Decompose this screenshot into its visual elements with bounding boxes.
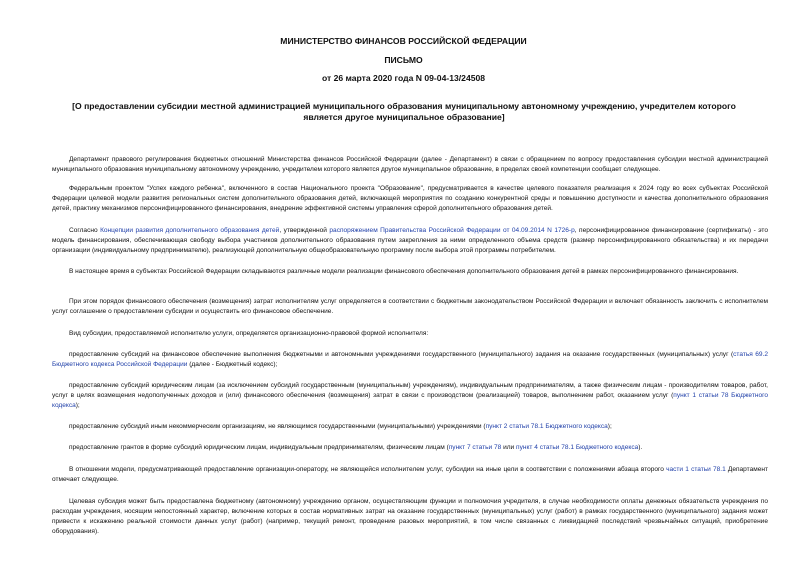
paragraph-text: При этом порядок финансового обеспечения (возмещения) затрат исполнителям услуг определяется в соответствии с бюджетным законодательством Российской Федерации и включает обязанность заключить с исполнителем услуг соглашение о предоставлении субсидии и осуществить его финансовое обеспечение.	[52, 298, 768, 315]
legal-reference-link[interactable]: распоряжением Правительства Российской Федерации от 04.09.2014 N 1726-р	[329, 227, 575, 234]
paragraph-text: , утвержденной	[279, 227, 330, 234]
paragraph	[52, 497, 768, 537]
paragraph	[52, 155, 768, 175]
paragraph-text: предоставление субсидий иным некоммерческим организациям, не являющимся государственными (муниципальными) учреждениями (	[69, 423, 486, 430]
paragraph-text: Целевая субсидия может быть предоставлена бюджетному (автономному) учреждению органом, осуществляющим функции и полномочия учредителя, в случае необходимости оплаты денежных обязательств учреждения по расходам учреждения, носящим непостоянный характер, включение которых в состав нормативных затрат на оказание государственных (муниципальных) услуг (работ) в рамках государственного (муниципального) задания может привести к искажению реальной стоимости данных услуг (работ) (например, текущий ремонт, проведение разовых мероприятий, в том числе связанных с ликвидацией последствий чрезвычайных ситуаций, приобретение оборудования).	[52, 498, 768, 535]
paragraph	[52, 226, 768, 256]
paragraph-text: (далее - Бюджетный кодекс);	[187, 361, 278, 368]
paragraph	[52, 422, 768, 432]
paragraph-text: Департамент отмечает следующее.	[52, 466, 768, 483]
paragraph	[52, 329, 768, 339]
document-subject: [О предоставлении субсидии местной администрацией муниципального образования муниципальному автономному учреждению, учредителем которого является другое муниципальное образование]	[72, 101, 736, 122]
legal-reference-link[interactable]: пункт 7 статьи 78	[448, 444, 502, 451]
legal-reference-link[interactable]: части 1 статьи 78.1	[666, 466, 726, 473]
document-type: ПИСЬМО	[384, 55, 423, 65]
paragraph-text: );	[75, 402, 80, 409]
paragraph-text: или	[501, 444, 517, 451]
paragraph	[52, 443, 768, 453]
paragraph	[52, 267, 768, 277]
legal-reference-link[interactable]: статья 69.2 Бюджетного кодекса Российской Федерации	[52, 351, 768, 368]
legal-reference-link[interactable]: пункт 1 статьи 78 Бюджетного кодекса	[52, 392, 768, 409]
document-date: от 26 марта 2020 года N 09-04-13/24508	[321, 73, 486, 83]
paragraph-text: Вид субсидии, предоставляемой исполнителю услуги, определяется организационно-правовой формой исполнителя:	[69, 330, 429, 337]
paragraph	[52, 381, 768, 411]
paragraph-text: В настоящее время в субъектах Российской Федерации складываются различные модели реализации финансового обеспечения дополнительного образования детей в рамках персонифицированного финансирования.	[69, 268, 739, 275]
paragraph-text: предоставление грантов в форме субсидий юридическим лицам, индивидуальным предпринимателям, физическим лицам (	[69, 444, 449, 451]
paragraph-text: предоставление субсидий на финансовое обеспечение выполнения бюджетными и автономными учреждениями государственного (муниципального) задания на оказание государственных (муниципальных) услуг (	[69, 351, 734, 358]
paragraph-text: предоставление субсидий юридическим лицам (за исключением субсидий государственным (муниципальным) учреждениям), индивидуальным предпринимателям, а также физическим лицам - производителям товаров, работ, услуг в целях возмещения недополученных доходов и (или) финансового обеспечения (возмещения) затрат в связи с производством (реализацией) товаров, выполнением работ, оказанием услуг (	[52, 382, 768, 399]
paragraph	[52, 297, 768, 317]
paragraph-text: );	[607, 423, 612, 430]
paragraph-text: Согласно	[69, 227, 101, 234]
paragraph	[52, 350, 768, 370]
paragraph	[52, 465, 768, 485]
paragraph-text: Федеральным проектом "Успех каждого ребенка", включенного в состав Национального проекта "Образование", предусматривается в качестве целевого показателя реализация к 2024 году во всех субъектах Российской Федерации целевой модели развития региональных систем дополнительного образования детей, включающей мероприятия по созданию конкурентной среды и повышению доступности и качества дополнительного образования детей, практику механизмов персонифицированного финансирования, внедрение эффективной системы управления сферой дополнительного образования детей.	[52, 185, 768, 212]
legal-reference-link[interactable]: Концепции развития дополнительного образования детей	[100, 227, 280, 234]
paragraph-text: ).	[638, 444, 643, 451]
legal-reference-link[interactable]: пункт 4 статьи 78.1 Бюджетного кодекса	[516, 444, 639, 451]
paragraph-text: Департамент правового регулирования бюджетных отношений Министерства финансов Российской Федерации (далее - Департамент) в связи с обращением по вопросу предоставления субсидии местной администрацией муниципального образования муниципальному автономному учреждению, учредителем которого является другое муниципальное образование, в пределах своей компетенции сообщает следующее.	[52, 156, 768, 173]
paragraph-text: , персонифицированное финансирование (сертификаты) - это модель финансирования, обеспечивающая свободу выбора участников дополнительного образования путем закрепления за ними определенного объема средств (размер персонифицированного обязательства) и их передачи организации (индивидуальному предпринимателю), реализующей дополнительную общеобразовательную программу после выбора этой программы потребителем.	[52, 227, 768, 254]
paragraph	[52, 184, 768, 214]
legal-reference-link[interactable]: пункт 2 статьи 78.1 Бюджетного кодекса	[485, 423, 608, 430]
ministry-title: МИНИСТЕРСТВО ФИНАНСОВ РОССИЙСКОЙ ФЕДЕРАЦИИ	[280, 36, 527, 46]
paragraph-text: В отношении модели, предусматривающей предоставление организации-оператору, не являющейся исполнителем услуг, субсидии на иные цели в соответствии с положениями абзаца второго	[69, 466, 667, 473]
